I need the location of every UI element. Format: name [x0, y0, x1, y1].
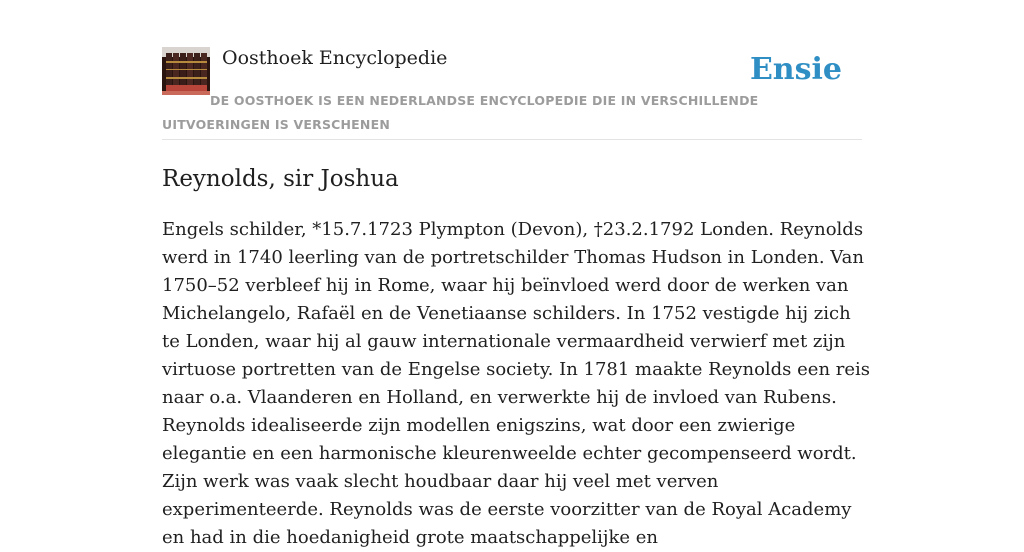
site-name[interactable]: Oosthoek Encyclopedie: [222, 47, 448, 69]
site-tagline: DE OOSTHOEK IS EEN NEDERLANDSE ENCYCLOPEDIE DIE IN VERSCHILLENDE UITVOERINGEN IS VERSCHENEN: [162, 93, 759, 132]
article-body: Engels schilder, *15.7.1723 Plympton (Devon), †23.2.1792 Londen. Reynolds werd in 1740 leerling van de portretschilder Thomas Hudson in Londen. Van 1750–52 verbleef hij in Rome, waar hij beïnvloed werd door de werken van Michelangelo, Rafaël en de Venetiaanse schilders. In 1752 vestigde hij zich te Londen, waar hij al gauw internationale vermaardheid verwierf met zijn virtuose portretten van de Engelse society. In 1781 maakte Reynolds een reis naar o.a. Vlaanderen en Holland, en verwerkte hij de invloed van Rubens. Reynolds idealiseerde zijn modellen enigszins, wat door een zwierige elegantie en een harmonische kleurenweelde echter gecompenseerd wordt. Zijn werk was vaak slecht houdbaar daar hij veel met verven experimenteerde. Reynolds was de eerste voorzitter van de Royal Academy en had in die hoedanigheid grote maatschappelijke en: [162, 219, 871, 548]
page-title: Reynolds, sir Joshua: [162, 166, 399, 192]
encyclopedia-books-avatar[interactable]: [162, 47, 210, 95]
brand-logo-link[interactable]: Ensie: [749, 52, 842, 87]
books-icon: [162, 47, 210, 95]
site-header: [162, 46, 862, 140]
